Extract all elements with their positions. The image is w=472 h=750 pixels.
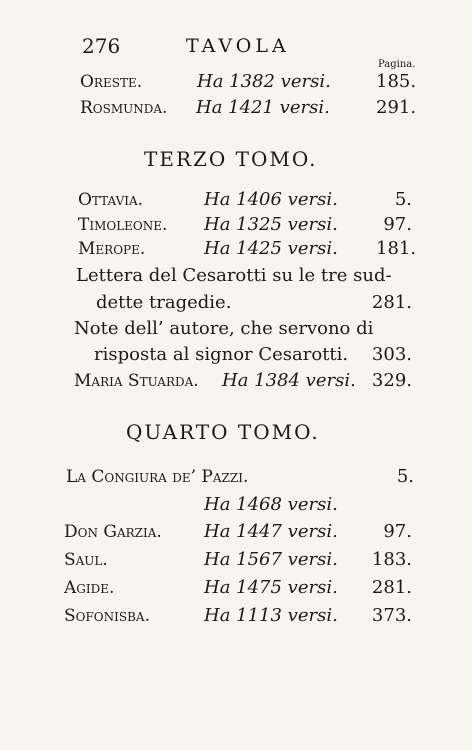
verse-count: Ha 1382 versi. bbox=[197, 71, 331, 92]
verse-count: Ha 1425 versi. bbox=[204, 238, 338, 259]
entry-text-line: dette tragedie. bbox=[96, 292, 232, 313]
entry-text-line: Lettera del Cesarotti su le tre sud- bbox=[76, 265, 392, 286]
page-ref: 5. bbox=[396, 466, 414, 487]
verse-count: Ha 1113 versi. bbox=[204, 605, 338, 626]
page-ref: 97. bbox=[383, 521, 412, 542]
page-ref: 303. bbox=[371, 344, 412, 365]
play-title: Sofonisba. bbox=[64, 606, 150, 626]
verse-count: Ha 1475 versi. bbox=[204, 577, 338, 598]
play-title: Merope. bbox=[78, 239, 146, 259]
play-title: Timoleone. bbox=[78, 215, 168, 235]
page-ref: 5. bbox=[394, 189, 412, 210]
verse-count: Ha 1384 versi. bbox=[222, 370, 356, 391]
verse-count: Ha 1421 versi. bbox=[196, 97, 330, 118]
page-ref: 281. bbox=[371, 577, 412, 598]
page-ref: 183. bbox=[371, 549, 412, 570]
play-title: Maria Stuarda. bbox=[74, 371, 199, 391]
verse-count: Ha 1567 versi. bbox=[204, 549, 338, 570]
entry-text-line: risposta al signor Cesarotti. bbox=[94, 344, 349, 365]
play-title: Saul. bbox=[64, 550, 108, 570]
page-number: 276 bbox=[82, 34, 121, 58]
page-ref: 329. bbox=[371, 370, 412, 391]
page-ref: 373. bbox=[371, 605, 412, 626]
page-ref: 97. bbox=[383, 214, 412, 235]
page-title: TAVOLA bbox=[186, 35, 290, 57]
play-title: Oreste. bbox=[80, 72, 143, 92]
play-title: Agide. bbox=[64, 578, 115, 598]
verse-count: Ha 1406 versi. bbox=[204, 189, 338, 210]
play-title: Rosmunda. bbox=[80, 98, 168, 118]
section-heading-terzo: TERZO TOMO. bbox=[144, 147, 318, 171]
pagina-label: Pagina. bbox=[378, 59, 416, 70]
verse-count: Ha 1447 versi. bbox=[204, 521, 338, 542]
page-ref: 181. bbox=[376, 238, 417, 259]
play-title: Don Garzia. bbox=[64, 522, 162, 542]
section-heading-quarto: QUARTO TOMO. bbox=[126, 420, 320, 444]
page-ref: 281. bbox=[371, 292, 412, 313]
verse-count: Ha 1468 versi. bbox=[204, 494, 338, 515]
entry-text-line: Note dell’ autore, che servono di bbox=[74, 318, 374, 339]
verse-count: Ha 1325 versi. bbox=[204, 214, 338, 235]
page-ref: 291. bbox=[376, 97, 417, 118]
page-ref: 185. bbox=[376, 71, 417, 92]
play-title: Ottavia. bbox=[78, 190, 144, 210]
play-title: La Congiura de’ Pazzi. bbox=[66, 467, 249, 487]
